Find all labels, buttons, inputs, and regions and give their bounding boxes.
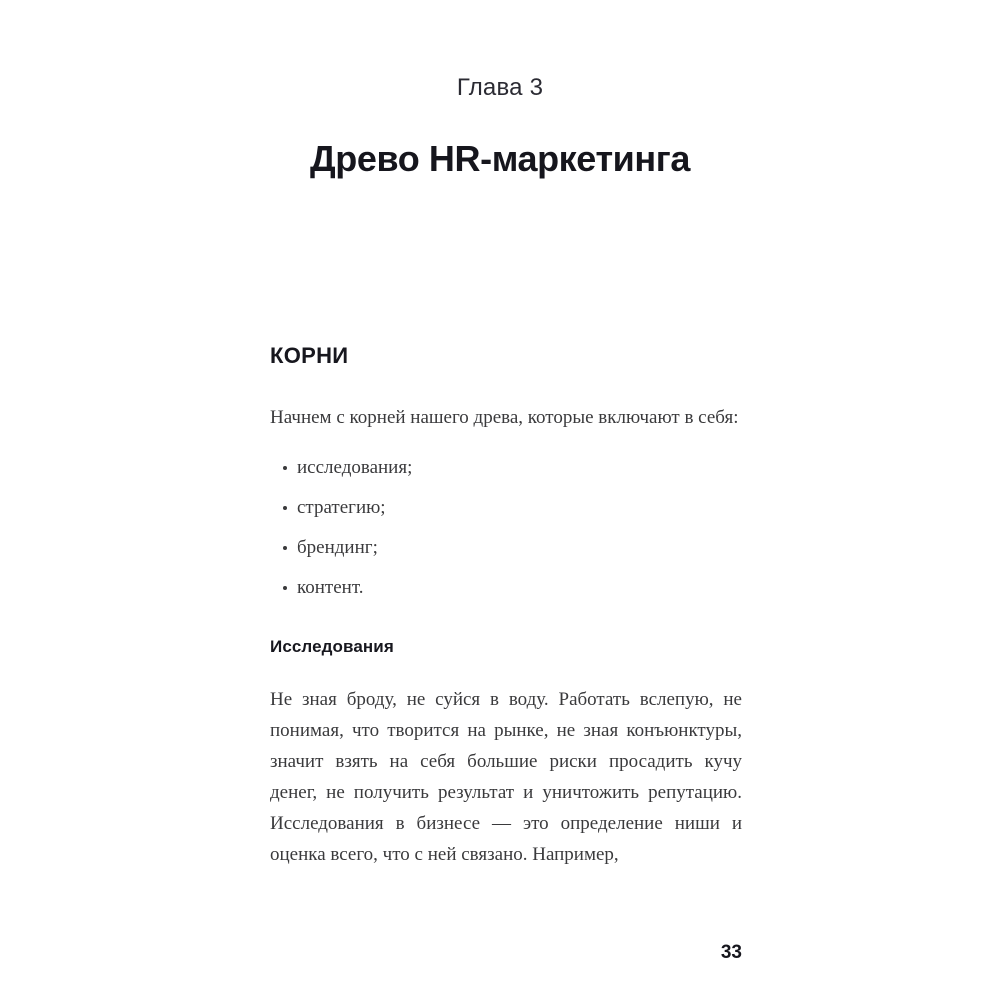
list-item-label: стратегию; <box>297 497 386 519</box>
bullet-icon <box>283 586 287 590</box>
bullet-icon <box>283 546 287 550</box>
list-item <box>270 457 742 479</box>
page-number: 33 <box>720 942 742 963</box>
list-item-label: контент. <box>297 577 364 599</box>
list-item <box>270 497 742 519</box>
page-title: Древо HR-маркетинга <box>310 138 690 180</box>
bullet-icon <box>283 466 287 470</box>
chapter-label: Глава 3 <box>456 74 544 101</box>
bullet-icon <box>283 506 287 510</box>
list-item <box>270 537 742 559</box>
list-item-label: исследования; <box>297 457 413 479</box>
text-column <box>270 344 742 870</box>
list-item <box>270 577 742 599</box>
intro-paragraph: Начнем с корней нашего древа, которые включают в себя: <box>270 407 739 429</box>
list-item-label: брендинг; <box>297 537 378 559</box>
sub-heading-research: Исследования <box>270 637 394 657</box>
section-heading-roots: КОРНИ <box>270 343 349 368</box>
roots-bullet-list <box>270 457 742 599</box>
research-paragraph: Не зная броду, не суйся в воду. Работать вслепую, не понимая, что творится на рынке, не зная конъюнктуры, значит взять на себя большие риски просадить кучу денег, не получить результат и уничтожить репутацию. Исследования в бизнесе — это определение ниши и оценка всего, что с ней связано. Например, <box>270 688 742 865</box>
